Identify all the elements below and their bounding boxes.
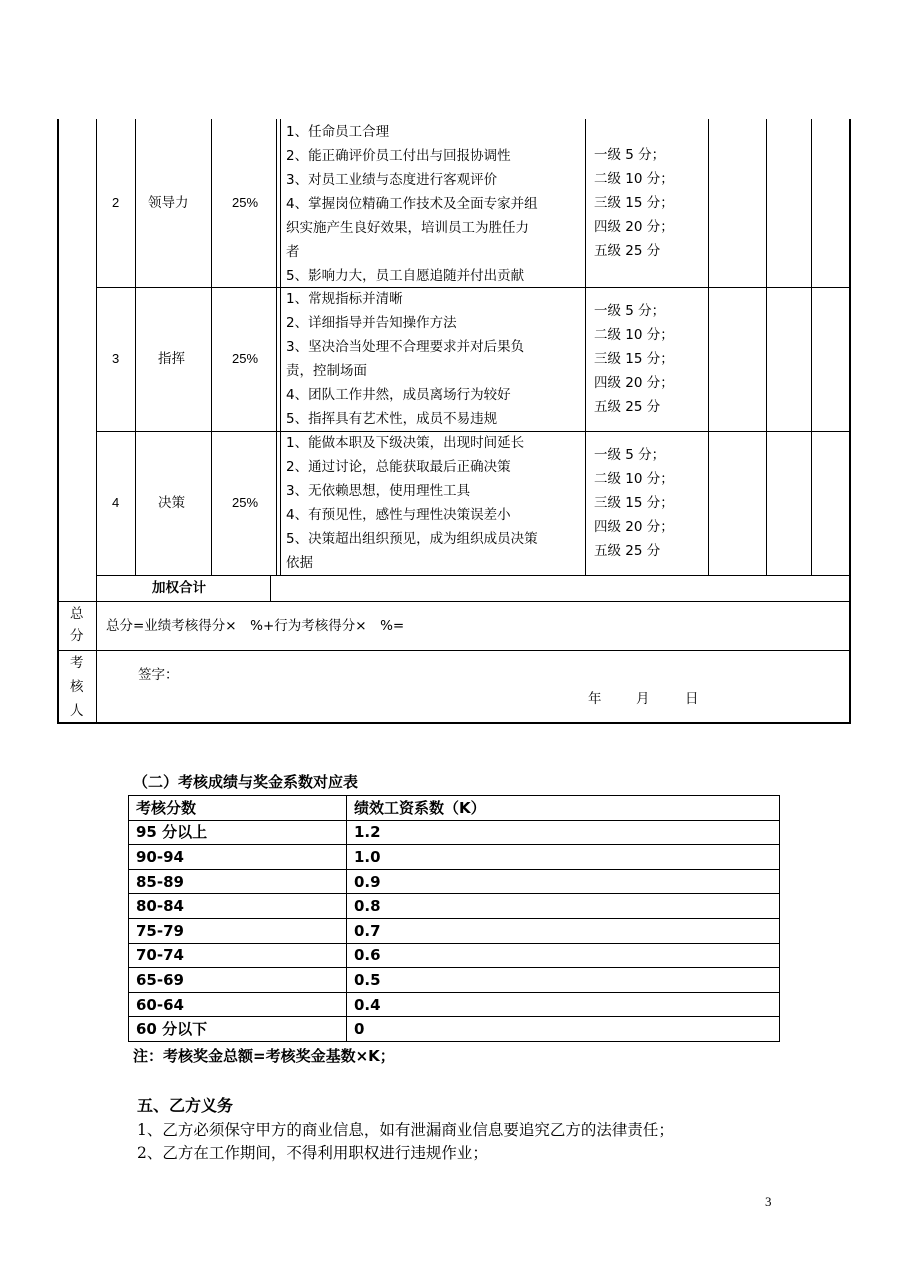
row-criteria — [286, 287, 524, 431]
criteria-line: 3、对员工业绩与态度进行客观评价 — [286, 172, 498, 188]
total-formula: 总分=业绩考核得分× %+行为考核得分× %= — [106, 618, 405, 634]
criteria-line: 4、掌握岗位精确工作技术及全面专家并组 — [286, 196, 538, 212]
score-cell: 65-69 — [129, 968, 347, 993]
row-grades — [594, 443, 674, 563]
row-item-name: 领导力 — [148, 195, 189, 211]
row-weight: 25% — [232, 495, 259, 510]
table-divider — [135, 119, 136, 575]
coef-cell: 1.0 — [347, 845, 780, 870]
table-divider — [811, 119, 812, 575]
table-divider — [276, 119, 277, 575]
table-row — [129, 1017, 780, 1042]
grade-line: 一级 5 分； — [594, 447, 666, 463]
grade-line: 四级 20 分； — [594, 219, 674, 235]
row-weight: 25% — [232, 195, 259, 210]
criteria-line: 5、指挥具有艺术性，成员不易违规 — [286, 411, 498, 427]
row-number: 2 — [112, 195, 120, 210]
grade-line: 五级 25 分 — [594, 243, 661, 259]
criteria-line: 依据 — [286, 555, 313, 571]
row-criteria — [286, 431, 538, 575]
table-divider — [585, 119, 586, 575]
coef-cell: 0.6 — [347, 943, 780, 968]
table-border-right — [849, 119, 851, 724]
date-month: 月 — [636, 691, 650, 707]
table-row — [129, 968, 780, 993]
grade-line: 二级 10 分； — [594, 471, 674, 487]
header-cell: 绩效工资系数（K） — [347, 796, 780, 821]
score-cell: 75-79 — [129, 918, 347, 943]
coef-cell: 0.7 — [347, 918, 780, 943]
row-divider — [57, 650, 850, 651]
score-cell: 85-89 — [129, 869, 347, 894]
weighted-total-label: 加权合计 — [152, 580, 206, 596]
grade-line: 五级 25 分 — [594, 543, 661, 559]
grade-line: 三级 15 分； — [594, 495, 674, 511]
criteria-line: 3、坚决洽当处理不合理要求并对后果负 — [286, 339, 525, 355]
coef-cell: 0.4 — [347, 992, 780, 1017]
row-grades — [594, 143, 674, 263]
table-border-bottom — [57, 722, 851, 724]
table-divider — [766, 119, 767, 575]
row-item-name: 指挥 — [158, 351, 185, 367]
criteria-line: 4、团队工作井然，成员离场行为较好 — [286, 387, 511, 403]
grade-line: 四级 20 分； — [594, 375, 674, 391]
coef-table-title: （二）考核成绩与奖金系数对应表 — [133, 773, 359, 791]
criteria-line: 2、详细指导并告知操作方法 — [286, 315, 457, 331]
criteria-line: 1、常规指标并清晰 — [286, 291, 403, 307]
row-divider — [96, 575, 850, 576]
page-number: 3 — [765, 1194, 772, 1209]
table-divider — [96, 119, 97, 723]
coef-cell: 0.9 — [347, 869, 780, 894]
score-cell: 60-64 — [129, 992, 347, 1017]
grade-line: 二级 10 分； — [594, 327, 674, 343]
coef-table — [128, 795, 780, 1042]
score-cell: 70-74 — [129, 943, 347, 968]
criteria-line: 2、能正确评价员工付出与回报协调性 — [286, 148, 511, 164]
row-weight: 25% — [232, 351, 259, 366]
row-divider — [57, 601, 850, 602]
criteria-line: 5、决策超出组织预见，成为组织成员决策 — [286, 531, 538, 547]
coef-cell: 1.2 — [347, 820, 780, 845]
coef-note: 注：考核奖金总额=考核奖金基数×K； — [133, 1047, 395, 1065]
table-row — [129, 992, 780, 1017]
grade-line: 二级 10 分； — [594, 171, 674, 187]
criteria-line: 者 — [286, 244, 300, 260]
grade-line: 三级 15 分； — [594, 195, 674, 211]
table-divider — [708, 119, 709, 575]
assessor-label-1: 考 — [70, 655, 84, 671]
criteria-line: 4、有预见性，感性与理性决策误差小 — [286, 507, 511, 523]
criteria-line: 责，控制场面 — [286, 363, 367, 379]
criteria-line: 2、通过讨论，总能获取最后正确决策 — [286, 459, 511, 475]
date-day: 日 — [685, 691, 699, 707]
table-row — [129, 820, 780, 845]
table-row — [129, 894, 780, 919]
table-header-row — [129, 796, 780, 821]
row-number: 4 — [112, 495, 120, 510]
table-row — [129, 845, 780, 870]
grade-line: 四级 20 分； — [594, 519, 674, 535]
criteria-line: 1、任命员工合理 — [286, 124, 390, 140]
table-row — [129, 918, 780, 943]
coef-cell: 0.8 — [347, 894, 780, 919]
table-row — [129, 869, 780, 894]
paragraph: 2、乙方在工作期间，不得利用职权进行违规作业； — [137, 1144, 488, 1162]
row-grades — [594, 299, 674, 419]
header-cell: 考核分数 — [129, 796, 347, 821]
assessor-label-3: 人 — [70, 703, 84, 719]
table-border-left — [57, 119, 59, 724]
score-cell: 60 分以下 — [129, 1017, 347, 1042]
score-cell: 80-84 — [129, 894, 347, 919]
grade-line: 五级 25 分 — [594, 399, 661, 415]
criteria-line: 织实施产生良好效果，培训员工为胜任力 — [286, 220, 529, 236]
score-cell: 95 分以上 — [129, 820, 347, 845]
row-item-name: 决策 — [158, 495, 185, 511]
assessor-label-2: 核 — [70, 679, 84, 695]
table-row — [129, 943, 780, 968]
coef-cell: 0.5 — [347, 968, 780, 993]
grade-line: 一级 5 分； — [594, 303, 666, 319]
grade-line: 三级 15 分； — [594, 351, 674, 367]
criteria-line: 5、影响力大，员工自愿追随并付出贡献 — [286, 268, 525, 284]
criteria-line: 3、无依赖思想，使用理性工具 — [286, 483, 471, 499]
score-cell: 90-94 — [129, 845, 347, 870]
signature-label: 签字： — [138, 667, 179, 683]
coef-cell: 0 — [347, 1017, 780, 1042]
section-title: 五、乙方义务 — [137, 1096, 234, 1115]
table-divider — [211, 119, 212, 575]
date-year: 年 — [588, 691, 602, 707]
criteria-line: 1、能做本职及下级决策，出现时间延长 — [286, 435, 525, 451]
grade-line: 一级 5 分； — [594, 147, 666, 163]
total-label-1: 总 — [70, 606, 84, 622]
total-label-2: 分 — [70, 628, 84, 644]
table-divider — [280, 119, 281, 575]
paragraph: 1、乙方必须保守甲方的商业信息，如有泄漏商业信息要追究乙方的法律责任； — [137, 1121, 674, 1139]
row-number: 3 — [112, 351, 120, 366]
table-divider — [270, 575, 271, 601]
row-criteria — [286, 120, 538, 288]
